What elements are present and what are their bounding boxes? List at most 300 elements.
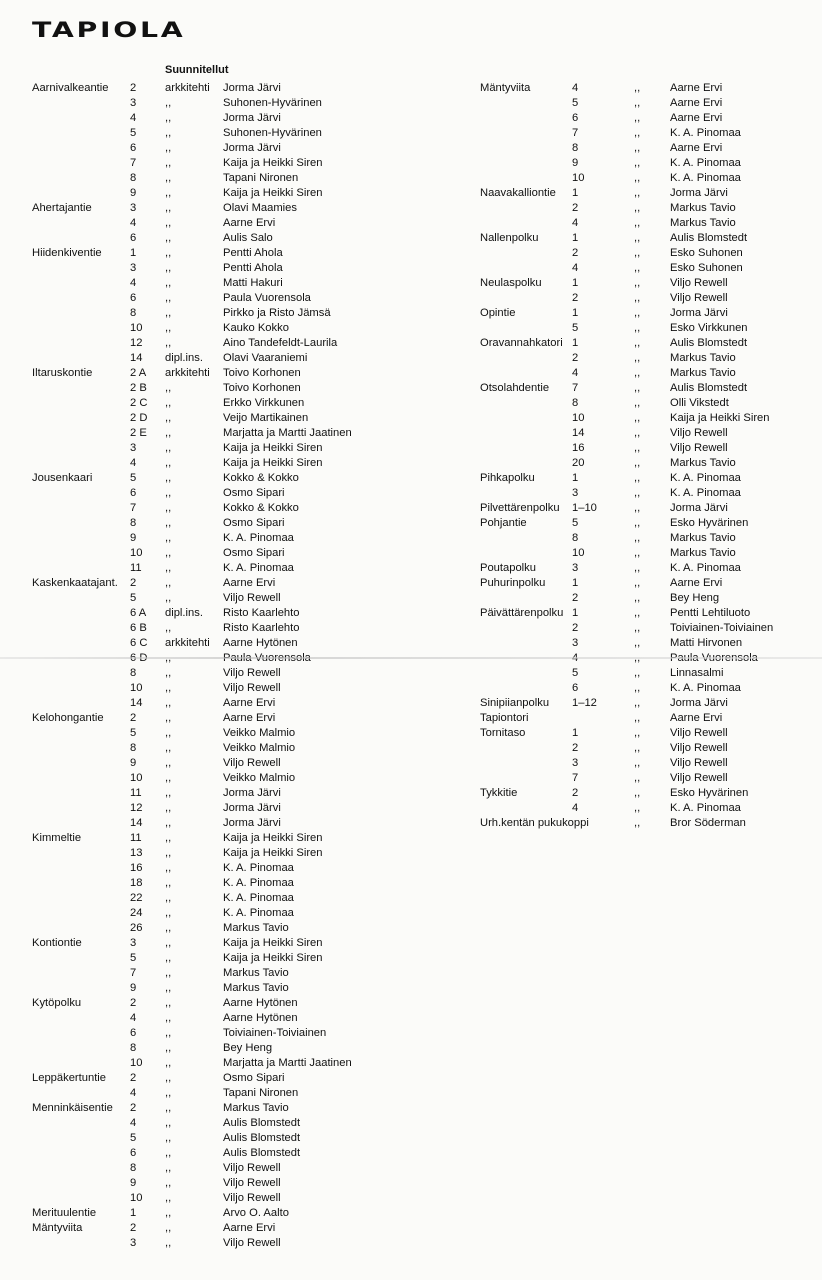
list-item: [32, 1101, 452, 1116]
qualifier: ,,: [165, 337, 172, 349]
house-number: 1: [572, 472, 579, 484]
list-item: [480, 306, 810, 321]
house-number: 8: [572, 142, 579, 154]
house-number: 7: [572, 382, 579, 394]
house-number: 22: [130, 892, 143, 904]
street-name: Mäntyviita: [32, 1222, 83, 1234]
architect-name: Risto Kaarlehto: [223, 607, 300, 619]
qualifier: ,,: [634, 637, 641, 649]
house-number: 3: [130, 97, 137, 109]
architect-name: Jorma Järvi: [223, 787, 281, 799]
list-item: [480, 711, 810, 726]
architect-name: Kaija ja Heikki Siren: [223, 952, 323, 964]
house-number: 5: [572, 322, 579, 334]
architect-name: Tapani Nironen: [223, 172, 299, 184]
house-number: 10: [572, 412, 585, 424]
architect-name: Aulis Blomstedt: [670, 337, 748, 349]
list-item: [480, 351, 810, 366]
house-number: 4: [572, 802, 579, 814]
house-number: 6: [130, 292, 137, 304]
list-item: [32, 381, 452, 396]
architect-name: Marjatta ja Martti Jaatinen: [223, 427, 352, 439]
architect-name: Jorma Järvi: [670, 502, 728, 514]
qualifier: ,,: [165, 847, 172, 859]
architect-name: Viljo Rewell: [223, 1192, 281, 1204]
house-number: 2: [572, 742, 579, 754]
house-number: 8: [572, 397, 579, 409]
house-number: 12: [130, 337, 143, 349]
architect-name: Jorma Järvi: [223, 817, 281, 829]
street-name: Mäntyviita: [480, 82, 531, 94]
qualifier: ,,: [634, 517, 641, 529]
list-item: [32, 741, 452, 756]
list-item: [480, 666, 810, 681]
architect-name: Aulis Salo: [223, 232, 273, 244]
house-number: 2: [572, 352, 579, 364]
qualifier: ,,: [165, 937, 172, 949]
house-number: 6: [130, 232, 137, 244]
architect-name: Veikko Malmio: [223, 727, 296, 739]
house-number: 3: [572, 757, 579, 769]
qualifier: ,,: [165, 1117, 172, 1129]
qualifier: ,,: [165, 667, 172, 679]
architect-name: Jorma Järvi: [223, 142, 281, 154]
house-number: 2: [130, 997, 137, 1009]
architect-name: Suhonen-Hyvärinen: [223, 127, 322, 139]
qualifier: ,,: [634, 622, 641, 634]
architect-name: Jorma Järvi: [223, 82, 281, 94]
house-number: 10: [572, 547, 585, 559]
architect-name: Viljo Rewell: [670, 292, 728, 304]
architect-name: Veijo Martikainen: [223, 412, 309, 424]
house-number: 9: [130, 532, 137, 544]
qualifier: ,,: [165, 997, 172, 1009]
street-name: Sinipiianpolku: [480, 697, 550, 709]
architect-name: Paula Vuorensola: [223, 292, 311, 304]
qualifier: ,,: [634, 367, 641, 379]
architect-name: Osmo Sipari: [223, 1072, 285, 1084]
architect-name: Aarne Ervi: [670, 712, 723, 724]
left-column: [32, 81, 452, 1251]
house-number: 6 C: [130, 637, 148, 649]
architect-name: K. A. Pinomaa: [670, 487, 741, 499]
list-item: [32, 666, 452, 681]
list-item: [480, 801, 810, 816]
house-number: 6 B: [130, 622, 147, 634]
architect-name: Viljo Rewell: [223, 1237, 281, 1249]
architect-name: Markus Tavio: [670, 352, 736, 364]
qualifier: ,,: [165, 562, 172, 574]
qualifier: ,,: [634, 157, 641, 169]
architect-name: Toiviainen-Toiviainen: [670, 622, 774, 634]
house-number: 1: [130, 1207, 137, 1219]
architect-name: Aulis Blomstedt: [223, 1132, 301, 1144]
list-item: [480, 291, 810, 306]
list-item: [32, 336, 452, 351]
qualifier: ,,: [165, 967, 172, 979]
house-number: 6: [130, 487, 137, 499]
street-name: Tykkitie: [480, 787, 518, 799]
house-number: 3: [130, 202, 137, 214]
qualifier: ,,: [634, 592, 641, 604]
street-name: Urh.kentän pukukoppi: [480, 817, 589, 829]
qualifier: ,,: [165, 172, 172, 184]
qualifier: ,,: [165, 547, 172, 559]
qualifier: ,,: [165, 787, 172, 799]
house-number: 1: [572, 337, 579, 349]
street-name: Iltaruskontie: [32, 367, 93, 379]
architect-name: Markus Tavio: [223, 1102, 289, 1114]
qualifier: ,,: [634, 547, 641, 559]
architect-name: Aarne Ervi: [223, 1222, 276, 1234]
architect-name: Viljo Rewell: [670, 772, 728, 784]
house-number: 10: [130, 547, 143, 559]
house-number: 2 A: [130, 367, 147, 379]
list-item: [32, 321, 452, 336]
list-item: [32, 396, 452, 411]
qualifier: ,,: [634, 757, 641, 769]
architect-name: Osmo Sipari: [223, 517, 285, 529]
list-item: [32, 1011, 452, 1026]
qualifier: arkkitehti: [165, 367, 210, 379]
house-number: 10: [572, 172, 585, 184]
list-item: [32, 906, 452, 921]
list-item: [32, 996, 452, 1011]
qualifier: ,,: [165, 412, 172, 424]
house-number: 6: [130, 1027, 137, 1039]
list-item: [32, 216, 452, 231]
architect-name: Markus Tavio: [223, 982, 289, 994]
list-item: [32, 576, 452, 591]
architect-name: Markus Tavio: [670, 217, 736, 229]
street-name: Pohjantie: [480, 517, 527, 529]
street-name: Poutapolku: [480, 562, 536, 574]
architect-name: Toiviainen-Toiviainen: [223, 1027, 327, 1039]
house-number: 8: [130, 1162, 137, 1174]
architect-name: Viljo Rewell: [223, 1177, 281, 1189]
list-item: [480, 216, 810, 231]
list-item: [480, 246, 810, 261]
street-name: Kelohongantie: [32, 712, 104, 724]
architect-name: K. A. Pinomaa: [670, 472, 741, 484]
house-number: 2: [130, 712, 137, 724]
qualifier: ,,: [634, 202, 641, 214]
architect-name: Viljo Rewell: [670, 727, 728, 739]
house-number: 11: [130, 832, 142, 844]
architect-name: Matti Hakuri: [223, 277, 283, 289]
qualifier: ,,: [634, 532, 641, 544]
street-name: Leppäkertuntie: [32, 1072, 107, 1084]
list-item: [480, 336, 810, 351]
architect-name: Aarne Ervi: [670, 97, 723, 109]
architect-name: K. A. Pinomaa: [223, 532, 294, 544]
architect-name: Kaija ja Heikki Siren: [223, 442, 323, 454]
house-number: 12: [130, 802, 143, 814]
list-item: [32, 1191, 452, 1206]
street-name: Opintie: [480, 307, 516, 319]
street-name: Ahertajantie: [32, 202, 92, 214]
architect-name: Viljo Rewell: [670, 277, 728, 289]
qualifier: dipl.ins.: [165, 352, 203, 364]
list-item: [480, 276, 810, 291]
street-name: Kytöpolku: [32, 997, 82, 1009]
architect-name: K. A. Pinomaa: [223, 862, 294, 874]
list-item: [32, 276, 452, 291]
list-item: [480, 486, 810, 501]
list-item: [32, 1026, 452, 1041]
list-item: [480, 96, 810, 111]
list-item: [480, 576, 810, 591]
list-item: [480, 531, 810, 546]
street-name: Tapiontori: [480, 712, 529, 724]
architect-name: Tapani Nironen: [223, 1087, 299, 1099]
qualifier: ,,: [165, 262, 172, 274]
qualifier: ,,: [165, 532, 172, 544]
list-item: [480, 606, 810, 621]
list-item: [32, 1071, 452, 1086]
list-item: [32, 771, 452, 786]
qualifier: ,,: [165, 517, 172, 529]
architect-name: Viljo Rewell: [223, 592, 281, 604]
house-number: 2: [130, 1222, 137, 1234]
list-item: [480, 441, 810, 456]
architect-name: Kaija ja Heikki Siren: [223, 847, 323, 859]
house-number: 14: [572, 427, 585, 439]
house-number: 1: [572, 232, 579, 244]
list-item: [32, 756, 452, 771]
list-item: [32, 516, 452, 531]
list-item: [480, 756, 810, 771]
house-number: 11: [130, 787, 142, 799]
architect-name: Jorma Järvi: [223, 802, 281, 814]
house-number: 2 D: [130, 412, 148, 424]
architect-name: Osmo Sipari: [223, 487, 285, 499]
architect-name: Esko Suhonen: [670, 262, 743, 274]
qualifier: ,,: [165, 592, 172, 604]
list-item: [32, 291, 452, 306]
list-item: [480, 636, 810, 651]
qualifier: ,,: [165, 1042, 172, 1054]
architect-name: Viljo Rewell: [670, 742, 728, 754]
house-number: 2: [572, 202, 579, 214]
house-number: 2: [130, 82, 137, 94]
street-name: Pilvettärenpolku: [480, 502, 560, 514]
house-number: 9: [130, 757, 137, 769]
house-number: 5: [130, 727, 137, 739]
architect-name: Markus Tavio: [223, 967, 289, 979]
list-item: [480, 471, 810, 486]
qualifier: ,,: [165, 382, 172, 394]
house-number: 2: [572, 622, 579, 634]
list-item: [32, 726, 452, 741]
architect-name: Pentti Lehtiluoto: [670, 607, 751, 619]
street-name: Kontiontie: [32, 937, 82, 949]
architect-name: Viljo Rewell: [223, 1162, 281, 1174]
architect-name: Markus Tavio: [670, 547, 736, 559]
qualifier: ,,: [634, 397, 641, 409]
list-item: [32, 936, 452, 951]
qualifier: ,,: [165, 697, 172, 709]
qualifier: ,,: [165, 1072, 172, 1084]
house-number: 8: [572, 532, 579, 544]
architect-name: Jorma Järvi: [223, 112, 281, 124]
list-item: [32, 156, 452, 171]
list-item: [480, 321, 810, 336]
qualifier: ,,: [165, 277, 172, 289]
house-number: 4: [130, 457, 137, 469]
qualifier: ,,: [634, 712, 641, 724]
house-number: 11: [130, 562, 142, 574]
qualifier: ,,: [165, 1207, 172, 1219]
qualifier: dipl.ins.: [165, 607, 203, 619]
architect-name: Markus Tavio: [670, 367, 736, 379]
list-item: [480, 561, 810, 576]
list-item: [480, 456, 810, 471]
house-number: 2: [130, 1072, 137, 1084]
architect-name: K. A. Pinomaa: [670, 172, 741, 184]
house-number: 2: [130, 577, 137, 589]
qualifier: ,,: [165, 982, 172, 994]
qualifier: ,,: [165, 1057, 172, 1069]
architect-name: Olavi Maamies: [223, 202, 297, 214]
house-number: 10: [130, 1192, 143, 1204]
right-column: [480, 81, 810, 831]
qualifier: ,,: [165, 772, 172, 784]
architect-name: K. A. Pinomaa: [223, 907, 294, 919]
qualifier: ,,: [165, 427, 172, 439]
architect-name: Veikko Malmio: [223, 772, 296, 784]
page-title: TAPIOLA: [32, 18, 186, 42]
qualifier: ,,: [165, 892, 172, 904]
house-number: 2 E: [130, 427, 147, 439]
qualifier: ,,: [165, 907, 172, 919]
list-item: [480, 141, 810, 156]
house-number: 10: [130, 772, 143, 784]
street-name: Hiidenkiventie: [32, 247, 102, 259]
list-item: [32, 816, 452, 831]
architect-name: Kaija ja Heikki Siren: [223, 157, 323, 169]
architect-name: Osmo Sipari: [223, 547, 285, 559]
qualifier: ,,: [165, 1237, 172, 1249]
list-item: [32, 786, 452, 801]
qualifier: ,,: [165, 877, 172, 889]
qualifier: ,,: [634, 562, 641, 574]
list-item: [480, 261, 810, 276]
qualifier: ,,: [165, 232, 172, 244]
qualifier: ,,: [165, 1222, 172, 1234]
qualifier: ,,: [634, 262, 641, 274]
qualifier: ,,: [165, 1102, 172, 1114]
list-item: [32, 1116, 452, 1131]
qualifier: ,,: [165, 217, 172, 229]
house-number: 1–10: [572, 502, 597, 514]
house-number: 5: [572, 667, 579, 679]
list-item: [32, 696, 452, 711]
qualifier: ,,: [165, 247, 172, 259]
qualifier: ,,: [165, 397, 172, 409]
architect-name: Aarne Hytönen: [223, 1012, 298, 1024]
house-number: 9: [130, 1177, 137, 1189]
list-item: [32, 1221, 452, 1236]
street-name: Oravannahkatori: [480, 337, 563, 349]
list-item: [480, 741, 810, 756]
qualifier: ,,: [634, 442, 641, 454]
qualifier: ,,: [634, 352, 641, 364]
house-number: 8: [130, 1042, 137, 1054]
list-item: [32, 801, 452, 816]
street-name: Kimmeltie: [32, 832, 82, 844]
list-item: [480, 816, 810, 831]
house-number: 3: [130, 442, 137, 454]
architect-name: Aarne Ervi: [223, 712, 276, 724]
qualifier: ,,: [165, 487, 172, 499]
house-number: 4: [572, 217, 579, 229]
list-item: [32, 231, 452, 246]
qualifier: ,,: [634, 772, 641, 784]
qualifier: ,,: [165, 922, 172, 934]
street-name: Otsolahdentie: [480, 382, 550, 394]
house-number: 3: [130, 1237, 137, 1249]
list-item: [480, 381, 810, 396]
street-name: Puhurinpolku: [480, 577, 546, 589]
architect-name: Viljo Rewell: [223, 757, 281, 769]
list-item: [32, 501, 452, 516]
qualifier: ,,: [634, 97, 641, 109]
qualifier: ,,: [634, 307, 641, 319]
qualifier: ,,: [165, 817, 172, 829]
house-number: 16: [130, 862, 143, 874]
architect-name: Aulis Blomstedt: [670, 232, 748, 244]
house-number: 2 B: [130, 382, 147, 394]
house-number: 5: [572, 517, 579, 529]
house-number: 5: [130, 1132, 137, 1144]
qualifier: ,,: [165, 142, 172, 154]
house-number: 10: [130, 1057, 143, 1069]
list-item: [32, 531, 452, 546]
street-name: Aarnivalkeantie: [32, 82, 109, 94]
qualifier: ,,: [165, 187, 172, 199]
architect-name: Aarne Hytönen: [223, 637, 298, 649]
qualifier: ,,: [165, 127, 172, 139]
architect-name: Kaija ja Heikki Siren: [670, 412, 770, 424]
architect-name: Aulis Blomstedt: [670, 382, 748, 394]
list-item: [480, 696, 810, 711]
list-item: [32, 141, 452, 156]
qualifier: ,,: [634, 427, 641, 439]
house-number: 5: [130, 127, 137, 139]
house-number: 1: [572, 307, 579, 319]
street-name: Kaskenkaatajant.: [32, 577, 118, 589]
architect-name: K. A. Pinomaa: [670, 682, 741, 694]
architect-name: Pentti Ahola: [223, 262, 283, 274]
architect-name: K. A. Pinomaa: [670, 127, 741, 139]
list-item: [480, 786, 810, 801]
qualifier: ,,: [165, 307, 172, 319]
architect-name: Aarne Ervi: [223, 217, 276, 229]
house-number: 8: [130, 667, 137, 679]
list-item: [32, 966, 452, 981]
list-item: [480, 546, 810, 561]
qualifier: ,,: [165, 1087, 172, 1099]
qualifier: ,,: [165, 157, 172, 169]
house-number: 5: [572, 97, 579, 109]
architect-name: Esko Suhonen: [670, 247, 743, 259]
qualifier: ,,: [165, 1177, 172, 1189]
list-item: [480, 171, 810, 186]
qualifier: ,,: [165, 802, 172, 814]
architect-name: Kaija ja Heikki Siren: [223, 457, 323, 469]
architect-name: Veikko Malmio: [223, 742, 296, 754]
